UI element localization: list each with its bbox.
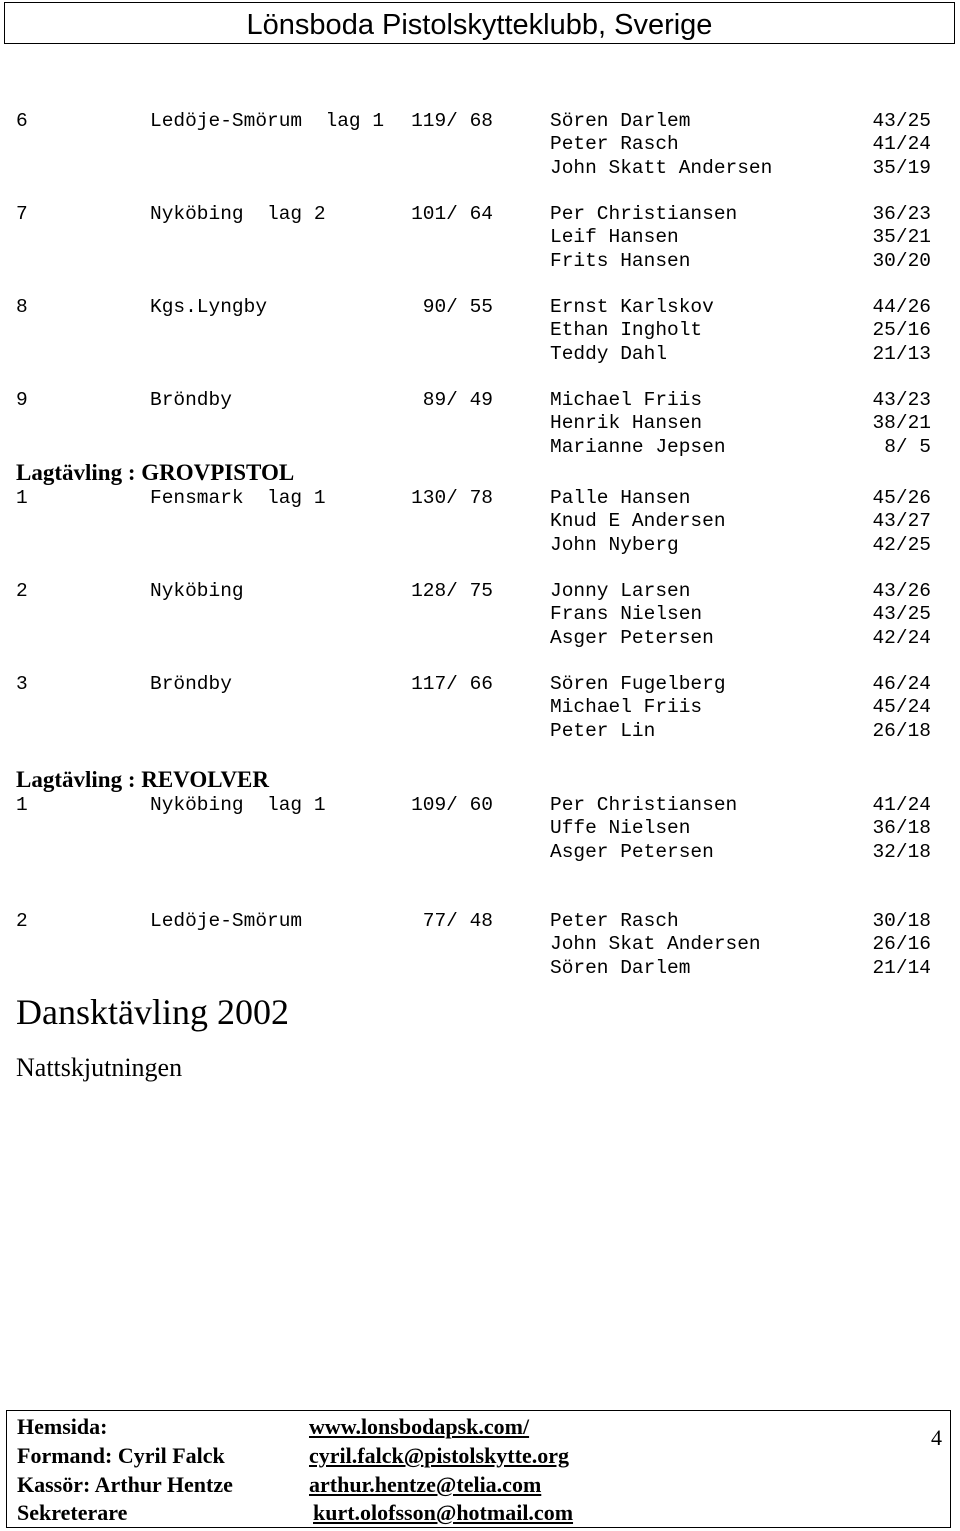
- shooter-name: Michael Friis: [550, 389, 703, 411]
- shooter-name: Marianne Jepsen: [550, 435, 726, 458]
- team-name: Nyköbing lag 2: [150, 203, 326, 225]
- team-score: 128/ 75: [411, 580, 493, 602]
- footer-row-hemsida: [17, 1413, 917, 1441]
- shooter-points: 42/25: [872, 533, 931, 556]
- shooter-name: John Nyberg: [550, 533, 679, 556]
- team-score: 109/ 60: [411, 794, 493, 816]
- team-member-row: [0, 603, 960, 626]
- team-rank: 6: [16, 110, 28, 132]
- team-name: Bröndby: [150, 673, 232, 695]
- shooter-name: John Skat Andersen: [550, 933, 761, 956]
- team-result-row: [0, 203, 960, 226]
- shooter-name: Per Christiansen: [550, 203, 738, 225]
- shooter-points: 44/26: [872, 296, 931, 318]
- team-rank: 8: [16, 296, 28, 318]
- team-result-row: [0, 580, 960, 603]
- team-score: 89/ 49: [422, 389, 493, 411]
- team-name: Fensmark lag 1: [150, 487, 326, 509]
- page-footer: [6, 1410, 951, 1528]
- shooter-points: 43/25: [872, 110, 931, 132]
- team-result-row: [0, 296, 960, 319]
- shooter-points: 43/25: [872, 603, 931, 626]
- shooter-name: John Skatt Andersen: [550, 156, 773, 179]
- team-score: 119/ 68: [411, 110, 493, 132]
- team-rank: 3: [16, 673, 28, 695]
- shooter-name: Henrik Hansen: [550, 412, 703, 435]
- shooter-points: 43/27: [872, 510, 931, 533]
- team-result-row: [0, 910, 960, 933]
- footer-label: Kassör: Arthur Hentze: [17, 1472, 233, 1497]
- shooter-name: Leif Hansen: [550, 226, 679, 249]
- footer-row-kassor: [17, 1471, 917, 1499]
- shooter-name: Michael Friis: [550, 696, 703, 719]
- team-member-row: [0, 817, 960, 840]
- team-name: Bröndby: [150, 389, 232, 411]
- shooter-name: Ethan Ingholt: [550, 319, 703, 342]
- shooter-points: 41/24: [872, 133, 931, 156]
- team-member-row: [0, 933, 960, 956]
- formand-email-link[interactable]: cyril.falck@pistolskytte.org: [309, 1443, 569, 1468]
- page-title: Lönsboda Pistolskytteklubb, Sverige: [246, 9, 713, 41]
- team-result-row: [0, 110, 960, 133]
- shooter-points: 42/24: [872, 626, 931, 649]
- shooter-points: 21/13: [872, 342, 931, 365]
- team-rank: 1: [16, 487, 28, 509]
- team-name: Kgs.Lyngby: [150, 296, 268, 318]
- shooter-name: Ernst Karlskov: [550, 296, 714, 318]
- shooter-name: Peter Lin: [550, 719, 656, 742]
- shooter-points: 38/21: [872, 412, 931, 435]
- shooter-points: 21/14: [872, 956, 931, 979]
- team-member-row: [0, 343, 960, 366]
- shooter-name: Sören Darlem: [550, 956, 691, 979]
- team-result-row: [0, 794, 960, 817]
- team-score: 101/ 64: [411, 203, 493, 225]
- team-rank: 2: [16, 580, 28, 602]
- footer-row-formand: [17, 1442, 917, 1470]
- footer-label: Formand: Cyril Falck: [17, 1443, 225, 1468]
- shooter-name: Teddy Dahl: [550, 342, 668, 365]
- team-member-row: [0, 627, 960, 650]
- shooter-name: Sören Fugelberg: [550, 673, 726, 695]
- shooter-points: 35/21: [872, 226, 931, 249]
- team-rank: 2: [16, 910, 28, 932]
- shooter-name: Asger Petersen: [550, 626, 714, 649]
- shooter-name: Knud E Andersen: [550, 510, 726, 533]
- team-rank: 1: [16, 794, 28, 816]
- team-member-row: [0, 720, 960, 743]
- shooter-points: 41/24: [872, 794, 931, 816]
- team-member-row: [0, 250, 960, 273]
- team-result-row: [0, 487, 960, 510]
- footer-row-sekreterare: [17, 1499, 917, 1527]
- team-member-row: [0, 957, 960, 980]
- shooter-points: 26/16: [872, 933, 931, 956]
- shooter-points: 25/16: [872, 319, 931, 342]
- footer-label: Sekreterare: [17, 1500, 128, 1525]
- team-result-row: [0, 389, 960, 412]
- team-score: 90/ 55: [422, 296, 493, 318]
- team-member-row: [0, 412, 960, 435]
- team-member-row: [0, 510, 960, 533]
- kassor-email-link[interactable]: arthur.hentze@telia.com: [309, 1472, 542, 1497]
- shooter-name: Sören Darlem: [550, 110, 691, 132]
- homepage-link[interactable]: www.lonsbodapsk.com/: [309, 1414, 530, 1439]
- shooter-name: Peter Rasch: [550, 133, 679, 156]
- team-name: Ledöje-Smörum lag 1: [150, 110, 385, 132]
- team-score: 130/ 78: [411, 487, 493, 509]
- shooter-points: 45/24: [872, 696, 931, 719]
- competition-subtitle: Nattskjutningen: [16, 1053, 183, 1082]
- page-header: [4, 2, 955, 44]
- shooter-name: Uffe Nielsen: [550, 817, 691, 840]
- team-member-row: [0, 534, 960, 557]
- team-name: Nyköbing: [150, 580, 244, 602]
- section-title-grovpistol: Lagtävling : GROVPISTOL: [16, 460, 295, 485]
- team-score: 77/ 48: [422, 910, 493, 932]
- team-name: Nyköbing lag 1: [150, 794, 326, 816]
- team-member-row: [0, 436, 960, 459]
- shooter-points: 35/19: [872, 156, 931, 179]
- team-score: 117/ 66: [411, 673, 493, 695]
- shooter-points: 8/ 5: [884, 435, 931, 458]
- sekreterare-email-link[interactable]: kurt.olofsson@hotmail.com: [313, 1500, 574, 1525]
- team-member-row: [0, 157, 960, 180]
- section-title-revolver: Lagtävling : REVOLVER: [16, 767, 270, 792]
- team-member-row: [0, 319, 960, 342]
- team-member-row: [0, 696, 960, 719]
- team-rank: 7: [16, 203, 28, 225]
- page-number: 4: [931, 1425, 942, 1450]
- shooter-points: 30/18: [872, 910, 931, 932]
- shooter-points: 36/18: [872, 817, 931, 840]
- team-rank: 9: [16, 389, 28, 411]
- shooter-points: 30/20: [872, 249, 931, 272]
- footer-label: Hemsida:: [17, 1414, 108, 1439]
- team-member-row: [0, 841, 960, 864]
- shooter-points: 46/24: [872, 673, 931, 695]
- shooter-points: 32/18: [872, 840, 931, 863]
- shooter-points: 43/26: [872, 580, 931, 602]
- shooter-name: Per Christiansen: [550, 794, 738, 816]
- shooter-name: Peter Rasch: [550, 910, 679, 932]
- shooter-name: Frits Hansen: [550, 249, 691, 272]
- shooter-points: 36/23: [872, 203, 931, 225]
- team-member-row: [0, 226, 960, 249]
- shooter-name: Asger Petersen: [550, 840, 714, 863]
- shooter-points: 43/23: [872, 389, 931, 411]
- shooter-name: Frans Nielsen: [550, 603, 703, 626]
- shooter-points: 26/18: [872, 719, 931, 742]
- competition-title: Dansktävling 2002: [16, 992, 289, 1032]
- team-result-row: [0, 673, 960, 696]
- shooter-name: Palle Hansen: [550, 487, 691, 509]
- team-name: Ledöje-Smörum: [150, 910, 303, 932]
- shooter-name: Jonny Larsen: [550, 580, 691, 602]
- team-member-row: [0, 133, 960, 156]
- shooter-points: 45/26: [872, 487, 931, 509]
